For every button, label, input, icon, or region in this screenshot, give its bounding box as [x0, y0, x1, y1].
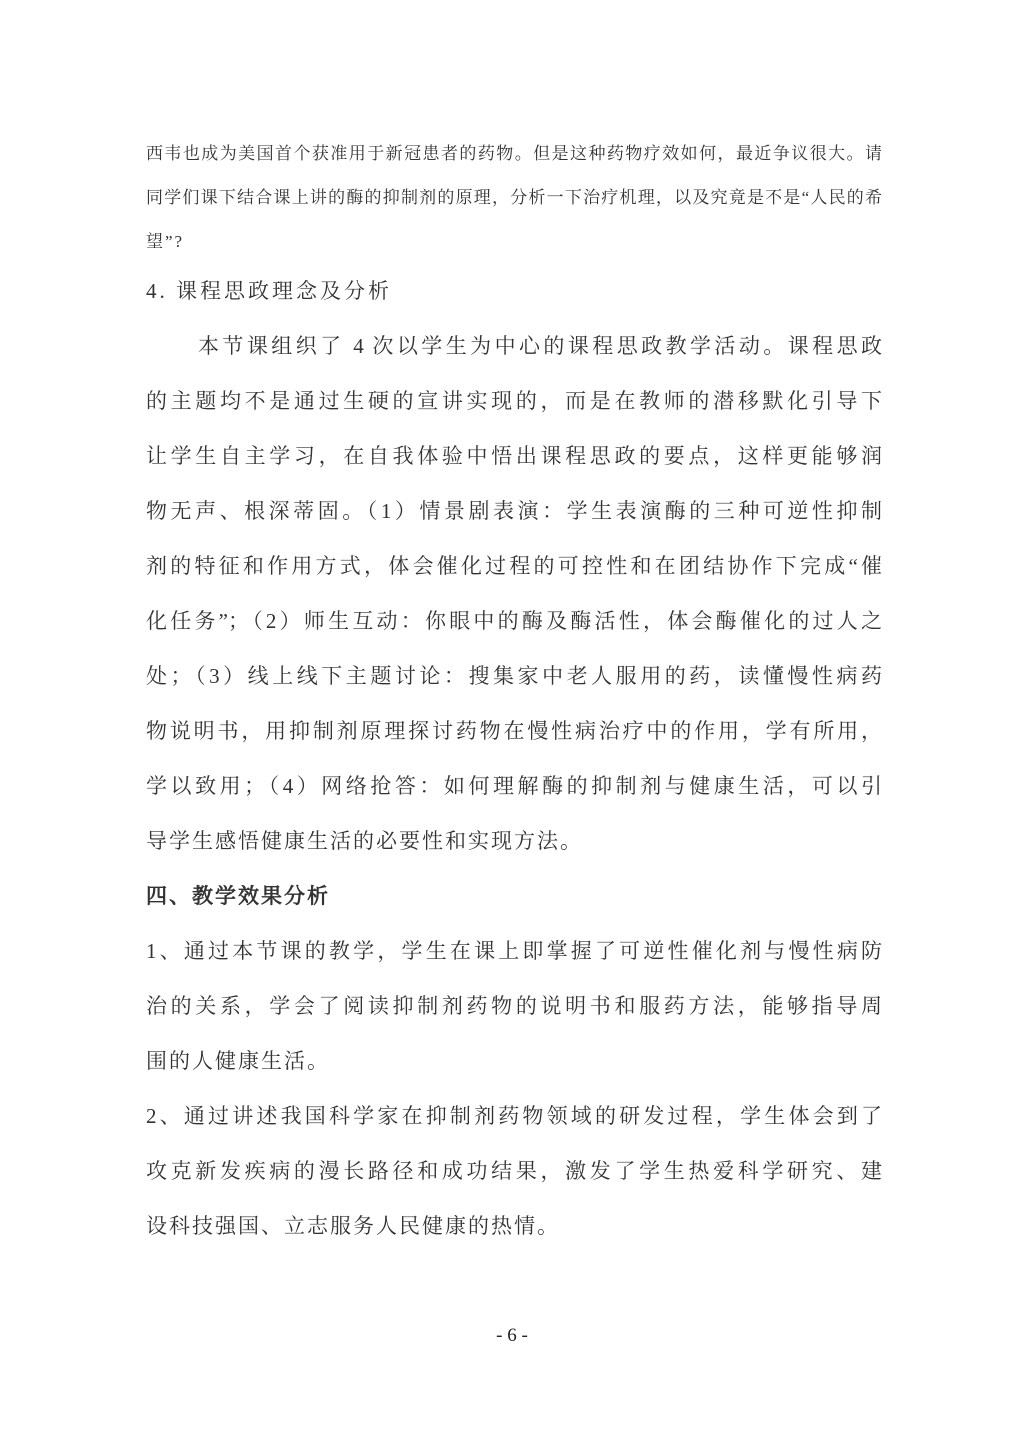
text-line: 设科技强国、立志服务人民健康的热情。 [146, 1214, 560, 1238]
text-line: 围的人健康生活。 [146, 1049, 330, 1073]
text-line: 2、通过讲述我国科学家在抑制剂药物领域的研发过程，学生体会到了 [146, 1104, 882, 1128]
text-line: 西韦也成为美国首个获准用于新冠患者的药物。但是这种药物疗效如何，最近争议很大。请 [146, 144, 882, 163]
text-line: 1、通过本节课的教学，学生在课上即掌握了可逆性催化剂与慢性病防 [146, 939, 882, 963]
text-line: 治的关系，学会了阅读抑制剂药物的说明书和服药方法，能够指导周 [146, 994, 882, 1018]
text-line: 让学生自主学习，在自我体验中悟出课程思政的要点，这样更能够润 [146, 444, 882, 468]
effect1-paragraph [146, 924, 882, 1089]
text-line: 的主题均不是通过生硬的宣讲实现的，而是在教师的潜移默化引导下 [146, 389, 882, 413]
text-line: 学以致用；（4）网络抢答：如何理解酶的抑制剂与健康生活，可以引 [146, 774, 882, 798]
section-heading-4: 4. 课程思政理念及分析 [146, 279, 392, 303]
intro-paragraph [146, 132, 882, 264]
text-line: 导学生感悟健康生活的必要性和实现方法。 [146, 829, 583, 853]
text-line: 化任务”；（2）师生互动：你眼中的酶及酶活性，体会酶催化的过人之 [146, 609, 882, 633]
text-line: 剂的特征和作用方式，体会催化过程的可控性和在团结协作下完成“催 [146, 554, 882, 578]
page-number: - 6 - [496, 1325, 528, 1346]
text-line: 攻克新发疾病的漫长路径和成功结果，激发了学生热爱科学研究、建 [146, 1159, 882, 1183]
activities-paragraph [146, 319, 882, 869]
page-body [146, 132, 882, 1254]
section-heading-effects: 四、教学效果分析 [146, 884, 330, 908]
text-line: 同学们课下结合课上讲的酶的抑制剂的原理，分析一下治疗机理，以及究竟是不是“人民的希 [146, 188, 882, 207]
text-line: 物说明书，用抑制剂原理探讨药物在慢性病治疗中的作用，学有所用， [146, 719, 882, 743]
text-line: 物无声、根深蒂固。（1）情景剧表演：学生表演酶的三种可逆性抑制 [146, 499, 882, 523]
text-line: 处；（3）线上线下主题讨论：搜集家中老人服用的药，读懂慢性病药 [146, 664, 882, 688]
text-line: 望”? [146, 232, 185, 251]
effect2-paragraph [146, 1089, 882, 1254]
text-line: 本节课组织了 4 次以学生为中心的课程思政教学活动。课程思政 [198, 334, 882, 358]
